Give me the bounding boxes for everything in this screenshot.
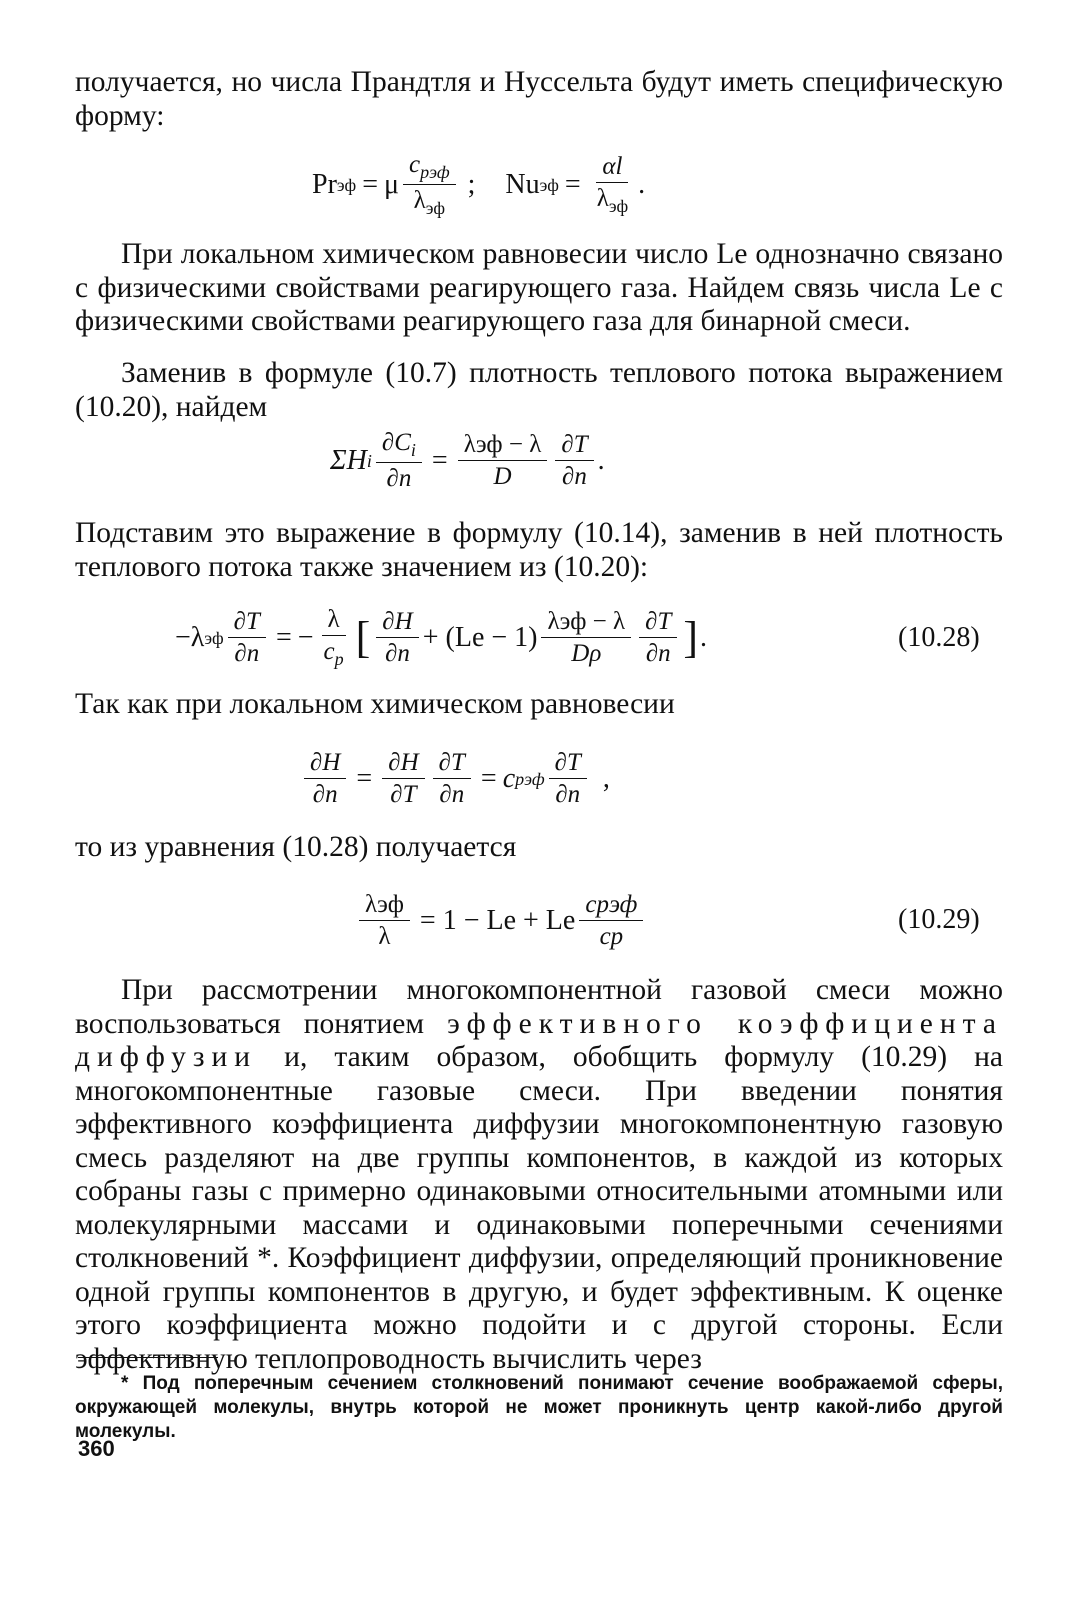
equation-prandtl-nusselt: Pr эф = μ $\frac{c_{pэф}}{\lambda_{эф}}$ ; Nu эф = $\frac{\alpha l}{\lambda_{эф}}$ . [312,151,646,218]
equation-enthalpy-flux: ΣH i $\frac{\partial C_i}{\partial n}$ = $\frac{\text{λэф − λ}}{D}$ $\frac{\partial T}{\partial n}$ . [330,429,605,492]
page-number: 360 [78,1436,115,1461]
fraction: $\frac{\partial H}{\partial T}$ [382,750,424,807]
fraction: $\frac{\partial T}{\partial n}$ [433,750,471,807]
equation-10-28: −λ эф $\frac{\partial T}{\partial n}$ = − $\frac{\lambda}{c_p}$ [ $\frac{\partial H}{\partial n}$ + (Le − 1) $\frac{\text{λэф − λ}}{D\rho}$ $\frac{\partial T}{\partial n}$ ] . [175,606,708,669]
spaced-term: эффективного коэффициента диффузии [75,1007,1003,1073]
fraction: $\frac{\partial T}{\partial n}$ [228,609,266,666]
equation-10-29: $\frac{\text{λэф}}{\lambda}$ = 1 − Le + Le $\frac{\text{cpэф}}{cp}$ [355,892,647,949]
footnote: * Под поперечным сечением столкновений понимают сечение воображаемой сферы, окружающей молекулы, внутрь которой не может проникнуть центр какой-либо другой молекулы. [75,1373,1003,1442]
paragraph-3: Заменив в формуле (10.7) плотность теплового потока выражением (10.20), найдем [75,357,1003,423]
fraction: $\frac{\text{λэф}}{\lambda}$ [359,892,410,949]
fraction: $\frac{\text{λэф − λ}}{D\rho}$ [541,609,631,666]
paragraph-5: Так как при локальном химическом равновесии [75,688,675,720]
fraction: $\frac{\text{λэф − λ}}{D}$ [458,432,548,489]
fraction: $\frac{\partial H}{\partial n}$ [376,609,418,666]
fraction: $\frac{\alpha l}{\lambda_{эф}}$ [596,153,629,216]
fraction: $\frac{\lambda}{c_p}$ [318,607,350,668]
fraction: $\frac{\partial T}{\partial n}$ [639,609,677,666]
paragraph-1: получается, но числа Прандтля и Нуссельта будут иметь специфическую форму: [75,66,1003,132]
fraction: $\frac{\partial H}{\partial n}$ [304,750,346,807]
paragraph-2: При локальном химическом равновесии число Le однозначно связано с физическими свойствами реагирующего газа. Найдем связь числа Le с физическими свойствами реагирующего газа для бинарной смеси. [75,238,1003,337]
fraction: $\frac{c_{pэф}}{\lambda_{эф}}$ [403,152,456,217]
paragraph-7: При рассмотрении многокомпонентной газовой смеси можно воспользоваться понятием эффективного коэффициента диффузии и, таким образом, обобщить формулу (10.29) на многокомпонентные газовые смеси. При введении понятия эффективного коэффициента диффузии многокомпонентную газовую смесь разделяют на две группы компонентов, в каждой из которых собраны газы с примерно одинаковыми относительными атомными или молекулярными массами и одинаковыми поперечными сечениями столкновений *. Коэффициент диффузии, определяющий проникновение одной группы компонентов в другую, и будет эффективным. К оценке этого коэффициента можно подойти и с другой стороны. Если эффективную теплопроводность вычислить через [75,974,1004,1375]
fraction: $\frac{\text{cpэф}}{cp}$ [579,892,643,949]
footnote-rule [78,1357,218,1358]
equation-enthalpy-derivative: $\frac{\partial H}{\partial n}$ = $\frac{\partial H}{\partial T}$ $\frac{\partial T}{\partial n}$ = c pэф $\frac{\partial T}{\partial n}$ , [300,750,610,807]
equation-number: (10.28) [898,622,980,653]
paragraph-4: Подставим это выражение в формулу (10.14), заменив в ней плотность теплового потока также значением из (10.20): [75,517,1003,583]
fraction: $\frac{\partial T}{\partial n}$ [555,432,593,489]
fraction: $\frac{\partial C_i}{\partial n}$ [376,430,422,491]
paragraph-6: то из уравнения (10.28) получается [75,831,517,863]
fraction: $\frac{\partial T}{\partial n}$ [549,750,587,807]
equation-number: (10.29) [898,904,980,935]
